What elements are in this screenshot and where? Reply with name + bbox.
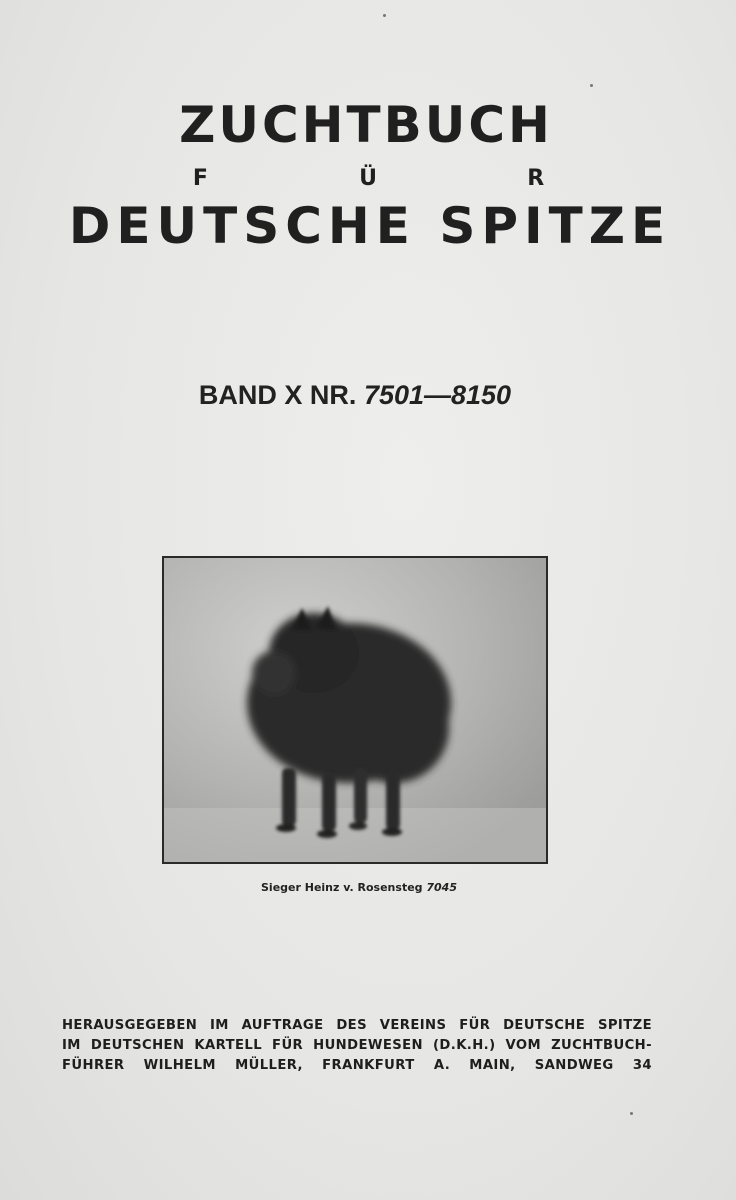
dog-photograph <box>162 556 548 864</box>
volume-band: BAND X NR. <box>198 380 357 410</box>
caption-registration-number: 7045 <box>426 881 457 894</box>
title-fuer <box>0 166 736 191</box>
title-zuchtbuch: ZUCHTBUCH <box>179 96 553 154</box>
title-deutsche-spitze: DEUTSCHE SPITZE <box>68 197 672 255</box>
title-fuer-letter: F <box>192 166 208 191</box>
volume-heading <box>0 380 710 411</box>
scan-speck <box>590 84 593 87</box>
publisher-line: IM DEUTSCHEN KARTELL FÜR HUNDEWESEN (D.K.H.) VOM ZUCHTBUCH- <box>62 1038 652 1053</box>
volume-range: 7501—8150 <box>363 380 512 410</box>
photo-caption <box>0 881 718 894</box>
publisher-line: HERAUSGEGEBEN IM AUFTRAGE DES VEREINS FÜR DEUTSCHE SPITZE <box>62 1018 652 1033</box>
scan-speck <box>630 1112 633 1115</box>
scan-speck <box>383 14 386 17</box>
publisher-block <box>62 1016 652 1076</box>
spitz-dog-image <box>164 558 546 862</box>
caption-dog-name: Sieger Heinz v. Rosensteg <box>261 881 423 894</box>
publisher-line: FÜHRER WILHELM MÜLLER, FRANKFURT A. MAIN, SANDWEG 34 <box>62 1058 652 1073</box>
title-fuer-letter: Ü <box>359 166 377 191</box>
title-fuer-letter: R <box>527 166 545 191</box>
